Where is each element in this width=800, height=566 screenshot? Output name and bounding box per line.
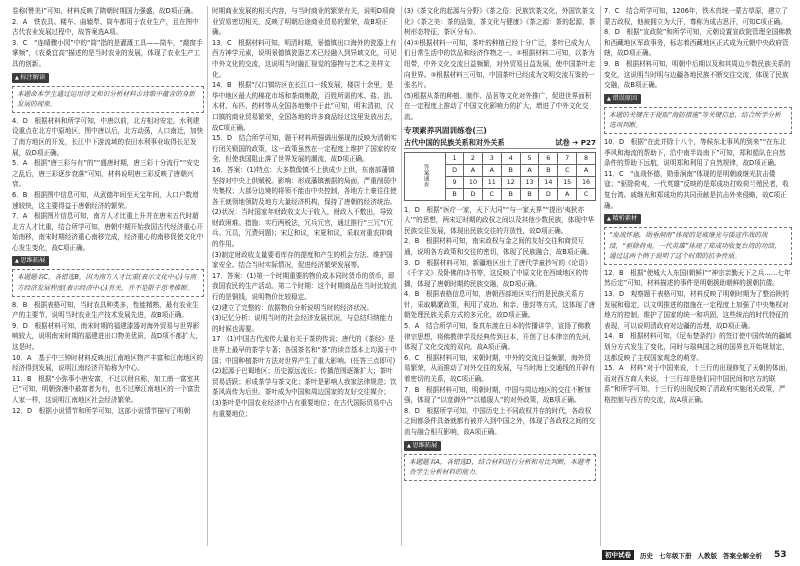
column-3 [404,6,596,484]
table-cell: A [520,164,539,176]
answer-paragraph: 16．答案：(1)特点：大多数像镇不上供成少上供，东南部藩镇坚持对中央上供赋税。影响：形成藩镇割据的局面，严重削弱中央集权；大部分边境的将领不能由中央控制，各地方土豪往往使各王就领地领防及地方大量经济机构，保持了唐朝的经济统治。 [212,165,397,206]
answer-paragraph: 10．A 基于中三钟时材料反映出江南地区物产丰富和江南地区的经济得到发展，说明江南经济开始称为中心。 [12,353,203,373]
table-cell: A [577,164,596,176]
answer-paragraph: 14．B 根据材料可知，《尼布楚条约》的签订使中国传统的疆域划分方式发生了变化，同时与瑞典国之间的国界也开始规划定，这都反映了主权国家观念的萌芽。 [604,332,792,362]
answer-paragraph: (3)《茶文化的起源与分野》《茶之俗：民族饮茶文化，外国饮茶文化》《茶之美：茶的品鉴，茶文化与健康》《茶之源：茶的起源，茶树形态特征，茶区分布》。 [404,7,596,37]
column-divider [600,6,601,546]
table-cell: D [446,164,464,176]
answer-paragraph: 卷称(赞美)”可知，材料反映了隋朝时期国力强盛，故D项正确。 [12,7,198,15]
answer-paragraph: 12．D 根据小说情节和所学可知，这部小说情节描写了明朝 [12,406,191,415]
page-footer [602,549,793,561]
answer-paragraph: (2)起源于巴蜀地区；历史源远流长；传播范围逐渐扩大；茶叶贸易活跃；形成茶学与茶文化；茶叶是影响人我家法律规范；饮茶风尚传为后世。茶叶成为中国和周边国家的友好交往媒介； [212,367,397,397]
answer-paragraph: 14．B 根据“汉口镇坊区在长江口一线发展，楼居十余里，是华中地区最大的棉花市场和茶商集散，百姓所需的米、盐、油、木材、布匹、药材等从全国各地集中于此”可知，明末清初，汉口镇的商业贸易繁荣，全国各地的许多商品经过这里发放出去，故C项正确。 [212,81,397,132]
answer-paragraph: 6．C 根据材料可知，宋朝时期，中外的交流日益频繁，海外贸易繁荣，从而推动了对外交往的发展，与当时海上交通线的开辟有着密切的关系，故C项正确。 [404,353,596,384]
table-cell: C [482,188,501,200]
table-cell: C [577,188,596,200]
answer-paragraph: 1．D 根据“医疗一家，天下大同”“与一家天界”“提出‘夷狄亦人’”的思想，两宋辽时期的政权之间以及其他少数民族，体现中华民族交往发展，体现出民族交往的开放性，故D项正确。 [404,205,595,235]
note-box: 本题命本学生通过运用诗文和识分析材料古诗歌中蕴含的身新发展的现象。 [12,86,204,113]
answer-paragraph: 3．C “连晴骤小园”中的“筒”指的是灌溉工具——筒车，“敲窗手掌频”，《农桑宜高”描述的是当时农业的发展，体现了农业生产工具的创新。 [12,38,203,68]
footer-grade: 七年级下册 [659,551,692,560]
answer-paragraph: 15．D 结合所学可知，题干材料所强调出强现的反映为清朝实行闭关锁国的政策，这一政策虽然在一定程度上维护了国家的安全，但使我国阻止落了世界发展的潮流，故D项正确。 [212,134,397,164]
subtitle-text: 古代中国的民族关系和对外关系 [404,137,505,147]
answer-paragraph: (3)制定财政收支量要看库存的提度和产生的机会方法、维护国家安全。结合当时实际情况，促进经济繁荣发展等。 [212,250,393,270]
answer-paragraph: 8．D 根据“宣政院”和所学可知，元朝设置宣政院管理全国佛教和西藏地区军政事务，标志着西藏地区正式成为元朝中央政府管辖，故D项正确。 [604,28,792,58]
answer-paragraph: (5)根据从茶的种植、制作、品茗等文化对外推广，促进世界面积在一定程度上推动了中国文化影响力的扩大，增进了中外文化交流。 [404,91,592,121]
answer-paragraph: (3)记忆分析：说明当时的社会经济发展状况，与总结归纳能力的时候也需要。 [212,314,393,333]
answer-paragraph: 时期商业发展的相关内容，与当时商业的繁荣有关，说明D项商业贸易密切相关，反映了明朝后途商业贸易的繁荣，故B项正确。 [212,7,396,37]
footer-edition: 人教版 [697,551,717,560]
table-cell: C [558,164,577,176]
page-number: 53 [774,550,787,560]
footer-subject: 历史 [640,551,653,560]
answer-paragraph: 2．B 根据材料可知，南宋政权与金之间的友好交往和商贸互通，说明各方政策和交往的密切，体现了民族融合，故B项正确。 [404,237,594,256]
table-cell: 15 [558,176,577,188]
table-cell: B [501,164,520,176]
footer-label: 答案全解全析 [723,551,762,560]
table-cell: A [482,164,501,176]
answer-paragraph: 17．答案：(1)第一个时期重要的物价成本同时货币的货币，即我国农民的生产活动。第二个时期：这个时期商品在当时比较流行的是铜钱，说明物价比较稳定。 [212,271,397,302]
answer-paragraph: 9．D 根据材料可知，南宋时期的福建漆器对海外贸易与世界影响较大，说明南宋时期的福建进出口物美优质，故D项不都扩大，这是时。 [12,321,202,352]
answer-paragraph: (2)建立了完整的：依据物价分析说明当时的经济状况。 [212,303,373,312]
table-cell: A [464,164,483,176]
answer-paragraph: 8．B 根据表格可知，当时农具种类多，性能精熟，最有农业生产的主要节，说明当时农业生产技术发展先进，故B项正确。 [12,300,199,320]
table-cell: 9 [446,176,464,188]
table-cell: 11 [482,176,501,188]
answer-paragraph: 4．B 根据表格信息可知，唐朝西部地区实行的是民族关系方针，采取羁縻政策，利用了成功、和亲、册封等方式，这体现了唐朝处理民族关系方式的多元化，故D项正确。 [404,290,596,320]
table-cell: 14 [539,176,558,188]
note-box: 本题题名A，各错选D，结合材料进行分析和对比判断，本题考查学生分析材料的能力。 [404,454,596,481]
label-tag: ▲ 思维拓展 [12,256,49,266]
answer-paragraph: 7．C 结合所学可知，1206年，铁木真统一蒙古草原，建立了蒙古政权，他被拥立为大汗，尊称为成吉思汗，可知C项正确。 [604,7,788,26]
answer-paragraph: 12．B 根据“使城大人东国(朝鲜)”“神宗亲勤天下之兵……七年然后定”可知，材料描述的事件是明朝援助朝鲜的援朝抗倭。 [604,268,791,288]
table-cell: 13 [520,176,539,188]
answer-paragraph: 2．A 铁农具、耧车、曲辕犁、筒车都用于农业生产，且在图中古代农业发展过程中，故答案选A项。 [12,17,199,37]
answer-paragraph: (2)状况：当时国家年财政收支大于收入，财政入不敷出，导致财政困难。措施：实行两税法，冗兵冗官，通过推行“三冗”(冗兵、冗员，冗费问题)；宋辽和议，宋夏和议，采取对重农抑商的作用。 [212,208,393,249]
label-tag: ▲ 思维拓展 [404,441,441,451]
table-cell: B [539,164,558,176]
answer-paragraph: 11．B 根据“小弥事小唐安富，不过以财自称，加工南一富室其已”可知，明朝弥漫中最富者为有，也不过摩江南地区的一个富贵人家一样，这说明江南地区社会经济繁荣。 [12,374,201,404]
column-divider [401,6,402,546]
answer-paragraph: 9．B 根据材料可知，明朝中后期以及和其周边少数民族关系的变化，这说明当时明与边疆各地民族不断交往交流，体现了民族交融，故B项正确。 [604,59,791,90]
answer-paragraph: (4)①根据材料一可知，茶叶的种植已经十分广泛，茶叶已成为人们日常生活中的饮品和经济作物之一。②根据材料二可知，以茶为纽带，中外文化交流日益频繁，对外贸易日益发展，使中国茶叶走向世界。③根据材料三可知，中国茶叶已经成为文明交流互鉴的一张名片。 [404,38,596,90]
answer-paragraph: 7．A 根据图片信息可知，南方人才比重上升并在唐末五代时超北方人才比重，结合所学可知，唐朝中期开始我国古代经济重心开始南移，南宋时期经济重心南移完成，经济重心的南移促使文化中心发生变化，故C项正确。 [12,212,204,252]
table-cell: B [520,188,539,200]
label-tag: ▲ 精析素材 [604,214,641,224]
answer-paragraph: 5．A 结合所学可知，鉴真东渡在日本的传播讲学，宣扬了佛教律宗思想，将佛教律学及经典传到日本，开创了日本律宗的先河，体现了文化交流的双向，故A项正确。 [404,322,596,352]
answer-paragraph: 13．D 观察题干表格可知，材料反映了明朝时期为了整治陕的发展和稳定，以文明推进的措施在一定程度上加强了中央集权对地方的控制，维护了国家的统一和巩固，这些统治的时代特征的表现，可以说明清政府对边疆的治理，故D项正确。 [604,290,789,330]
table-cell: 5 [520,152,539,164]
answer-paragraph: 5．A 根据“唐三彩与有”的”“盛唐时期，唐三彩十分流行”“安史之乱后，唐三彩逐步衰落”可知，材料说明唐三彩反映了唐朝兴衰。 [12,159,200,189]
column-4 [604,6,792,406]
table-cell: 10 [464,176,483,188]
table-cell: 8 [577,152,596,164]
table-cell: 7 [558,152,577,164]
table-cell: D [539,188,558,200]
note-box: 本题题名C，各错选B，因为南方人才比重(表示文化中心)与南方经济发展程度(表示经济中心)有关，并不是限于思考推断。 [12,269,204,296]
note-box: 本题的关键在于提取“海防措施”等关键信息，结合所学分析选项判断。 [604,107,792,134]
page-reference: 试卷 ➔ P27 [555,137,596,147]
answer-paragraph: 3．D 根据材料可知，新疆地区出土了唐代学童抄写的《论语》《千字文》及卧佛的诗书等，这反映了中原文化在西域地区的传播，体现了唐朝时期的民族交融，故D项正确。 [404,258,592,288]
table-cell: 1 [446,152,464,164]
table-cell: B [446,188,464,200]
label-tag: ▲ 标注解读 [12,73,49,83]
series-badge: 初中试卷 [602,550,634,560]
column-2 [212,6,398,419]
table-cell: A [558,188,577,200]
answer-paragraph: 6．B 根据图中信息可知，从武德年间至天宝年间，人口户数增速较快，这主要得益于唐朝经济的繁荣。 [12,190,199,210]
answer-table-header: 答案速查 [405,152,446,200]
answer-paragraph: 4．D 根据材料和所学可知，中唐以前，北方相对安定，水利建设重点在北方中原地区，图中唐以后，北方动荡，人口南迁，加快了南方地区的开发，长江中下游流域的农田水利事业取得长足发展，故D项正确。 [12,116,204,157]
answer-table [404,152,596,201]
table-cell: 12 [501,176,520,188]
answer-paragraph: 17 (1)中国古代流传大量有关于茶的传说；唐代的《茶经》是世界上最早的茶学专著；各国茶名和“茶”的读音基本上均源于中国；中国种植茶叶方法对世界产生了重大影响。(任答三点即可) [212,335,397,365]
table-cell: 3 [482,152,501,164]
table-cell: 16 [577,176,596,188]
answer-paragraph: 8．D 根据所学可知，中国历史上不同政权并存的时代，各政权之间都条件具备就都有被并入到中国之外，体现了各政权之间的交流与融合相互影响，故A项正确。 [404,406,596,436]
section-subtitle [404,137,596,149]
column-divider [207,6,208,546]
table-cell: 6 [539,152,558,164]
column-1 [12,6,204,416]
table-cell: 2 [464,152,483,164]
table-cell: 4 [501,152,520,164]
answer-paragraph: 13．C 根据材料可知，明清时期，景德镇出口海外的瓷器上有西方神学元素，说明景德镇瓷器艺术已经融入到异域文化，可见中外文化的交流，这说明当时融汇视觉的器物与艺术之美样文化。 [212,38,397,79]
answer-paragraph: 15．A 材料“对于中国来说，十三行的出现修复了天朝的体面，而对西方商人来说，十三行却是他们同中国民间和官方的联系”和所学可知，十三行的出现反映了清政府实施闭关政策，严格控制与西方的交流，故A项正确。 [604,364,792,404]
answer-paragraph: 11．C “血战怀德，勋垂涧南”体现的是明朝戚继光抗击倭寇；“驱除荷夷，一代英雄”反映的是郑成功打败荷兰殖民者，收复台湾。戚继光和郑成功的共同贡献是抗击外来侵略，故C项正确。 [604,169,789,210]
answer-paragraph: 7．B 根据材料可知，明朝时期，中国与周边地区的交往不断加强，体现了“以宽御外”“以德服人”的对外政策，故B项正确。 [404,385,591,405]
label-tag: ▲ 错误原因 [604,94,641,104]
note-box: “血战怀德，勋垂涧南”体现的是戚继光与倭寇作战的战绩，“驱除荷夷，一代英雄”体现了郑成功收复台湾的功绩，通过这两个例子说明了这个时期的抗争性质。 [604,227,792,265]
answer-paragraph: (3)茶叶是中国农业经济中占有重要地位；在古代国际贸易中占有重要地位； [212,398,393,418]
table-cell: D [464,188,483,200]
table-cell: B [501,188,520,200]
section-title: 专项素养巩固训练卷(三) [404,125,487,135]
answer-paragraph: 10．D 根据“在此并除十八个，等候东北事风的到来”“在东北季风和海流的帮助下，沿中南半岛南下”可知，郑和船队在自然条件的帮助下远航，说明郑和利用了自然规律，故D项正确。 [604,137,786,168]
